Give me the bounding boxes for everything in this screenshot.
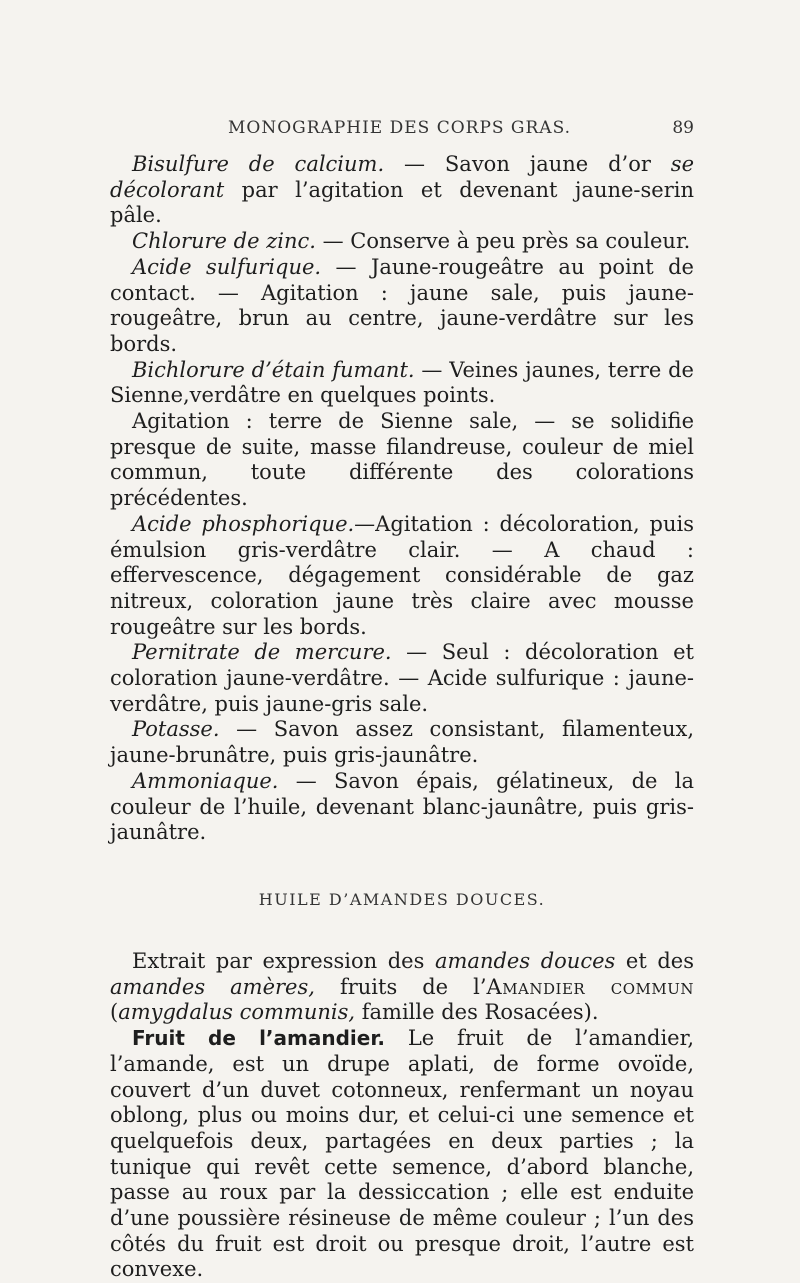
reagent-name: Acide phosphorique. — [132, 511, 355, 536]
fruit-text: Le fruit de l’amandier, l’amande, est un drupe aplati, de forme ovoïde, couvert d’un duvet cotonneux, renfermant un noyau oblong, plus ou moins dur, et celui-ci une semence et quelquefois deux, partagées en deux parties ; la tunique qui revêt cette semence, d’abord blanche, passe au roux par la dessiccation ; elle est enduite d’une poussière résineuse de même couleur ; l’un des côtés du fruit est droit ou presque droit, l’autre est convexe. — [110, 1026, 694, 1282]
reagent-name: Bisulfure de calcium. — [132, 152, 385, 176]
intro-text: ( — [110, 1000, 119, 1025]
reaction-italic: se décolorant — [110, 152, 695, 202]
reaction-paragraph — [110, 229, 694, 255]
fruit-paragraph — [110, 1026, 694, 1283]
reagent-name: Potasse. — [132, 717, 220, 742]
page-number: 89 — [672, 118, 694, 138]
reaction-text: — Jaune-rougeâtre au point de contact. — Agitation : jaune sale, puis jaune-rougeâtre, brun au centre, jaune-verdâtre sur les bords. — [110, 254, 694, 356]
section-heading: HUILE D’AMANDES DOUCES. — [258, 889, 546, 909]
reaction-text: Agitation : terre de Sienne sale, — se solidifie presque de suite, masse filandreuse, couleur de miel commun, toute différente des colorations précédentes. — [110, 409, 694, 511]
reaction-paragraph — [110, 640, 694, 717]
intro-italic: amandes douces — [434, 948, 616, 973]
reaction-paragraph — [110, 769, 694, 846]
page — [110, 118, 694, 1283]
intro-italic: amygdalus communis, — [118, 1000, 356, 1025]
reaction-paragraph — [110, 409, 694, 512]
intro-text: Extrait par expression des — [132, 948, 435, 973]
reaction-text: — Savon épais, gélatineux, de la couleur de l’huile, devenant blanc-jaunâtre, puis gris-jaunâtre. — [110, 768, 694, 845]
reaction-text-cont: par l’agitation et devenant jaune-serin pâle. — [110, 177, 694, 228]
reagent-name: Chlorure de zinc. — [132, 229, 316, 254]
fruit-heading: Fruit de l’amandier. — [132, 1026, 385, 1051]
intro-paragraph — [110, 949, 694, 1026]
intro-text: famille des Rosacées). — [355, 1000, 599, 1025]
reaction-text: —Agitation : décoloration, puis émulsion gris-verdâtre clair. — A chaud : effervescence, dégagement considérable de gaz nitreux, coloration jaune très claire avec mousse rougeâtre sur les bords. — [110, 511, 694, 639]
running-head — [110, 118, 694, 152]
reaction-text: — Savon assez consistant, filamenteux, jaune-brunâtre, puis gris-jaunâtre. — [110, 717, 694, 768]
intro-smallcaps: Amandier commun — [486, 974, 694, 999]
reaction-text: — Conserve à peu près sa couleur. — [315, 229, 691, 254]
reagent-name: Ammoniaque. — [132, 768, 279, 793]
reaction-paragraph — [110, 255, 694, 358]
intro-italic: amandes amères, — [110, 974, 315, 999]
reaction-text: — Seul : décoloration et coloration jaune-verdâtre. — Acide sulfurique : jaune-verdâtre, puis jaune-gris sale. — [110, 640, 694, 716]
reaction-paragraph — [110, 152, 694, 229]
reaction-paragraph — [110, 512, 694, 641]
reaction-text: — Veines jaunes, terre de Sienne,verdâtre en quelques points. — [110, 357, 694, 408]
running-title: MONOGRAPHIE DES CORPS GRAS. — [228, 118, 572, 138]
reaction-paragraph — [110, 358, 694, 409]
reagent-name: Acide sulfurique. — [132, 254, 322, 279]
reagent-name: Bichlorure d’étain fumant. — [132, 357, 415, 382]
intro-text: fruits de l’ — [314, 974, 487, 999]
reaction-paragraph — [110, 717, 694, 768]
reaction-text: — Savon jaune d’or — [384, 152, 671, 176]
intro-text: et des — [615, 948, 695, 973]
reagent-name: Pernitrate de mercure. — [132, 640, 392, 665]
